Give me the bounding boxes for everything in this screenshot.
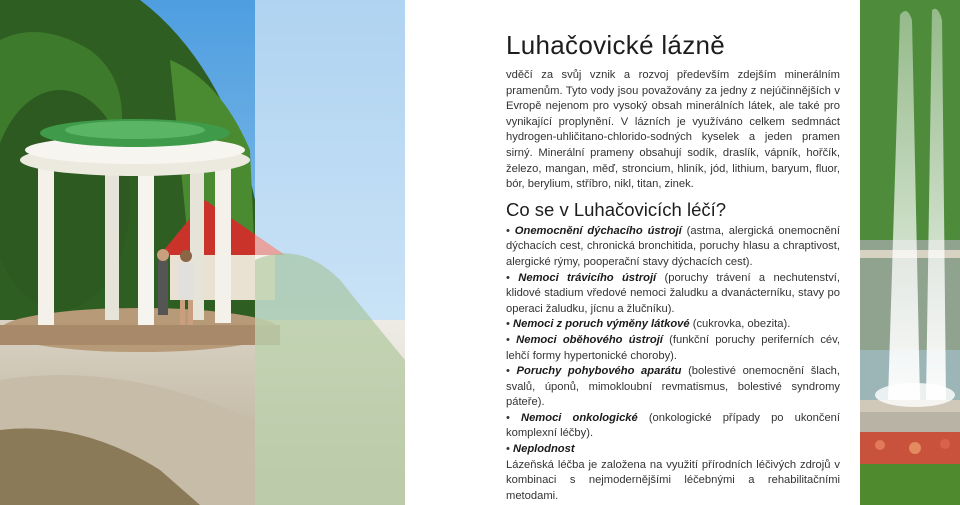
item-title: Nemoci onkologické [521, 411, 638, 424]
item-title: Poruchy pohybového aparátu [516, 365, 682, 378]
item-title: Nemoci oběhového ústrojí [516, 333, 663, 346]
article-content [506, 30, 840, 504]
item-title: Onemocnění dýchacího ústrojí [514, 224, 682, 237]
fountain-photo [860, 0, 960, 505]
bullet: • [506, 224, 510, 237]
item-desc: (funkční poruchy periferních cév, lehčí formy hypertonické choroby). [506, 333, 841, 362]
bullet: • [506, 443, 510, 456]
item-title: Neplodnost [513, 443, 575, 456]
item-title: Nemoci trávicího ústrojí [518, 271, 657, 284]
list-item [506, 333, 840, 364]
list-item [506, 411, 840, 442]
gazebo-photo [0, 0, 405, 505]
list-item [506, 364, 840, 411]
item-desc: (poruchy trávení a nechutenství, klidové stadium vředové nemoci žaludku a dvanácterníku, stavy po operaci žaludku, jícnu a žlučníku). [506, 271, 841, 315]
page-title: Luhačovické lázně [506, 30, 726, 60]
treatment-list [506, 224, 840, 458]
list-item [506, 224, 840, 271]
item-desc: (cukrovka, obezita). [689, 318, 791, 331]
closing-paragraph: Lázeňská léčba je založena na využití přírodních léčivých zdrojů v kombinaci s nejmodernějšími léčebnými a rehabilitačními metodami. [506, 458, 840, 502]
item-desc: (bolestivé onemocnění šlach, svalů, úponů, mimokloubní revmatismus, bolestivé syndromy páteře). [506, 365, 840, 409]
list-item [506, 271, 840, 318]
bullet: • [506, 411, 510, 424]
list-item [506, 442, 840, 458]
bullet: • [506, 365, 510, 378]
item-desc: (onkologické případy po ukončení komplexní léčby). [506, 411, 841, 440]
section-heading: Co se v Luhačovicích léčí? [506, 198, 727, 220]
intro-paragraph: vděčí za svůj vznik a rozvoj především zdejším minerálním pramenům. Tyto vody jsou považovány za jedny z nejúčinnějších v Evropě nejenom pro vysoký obsah minerálních látek, ale také pro vynikající proplynění. V lázních je využíváno celkem sedmnáct hydrogen-uhličitano-chlorido-sodných kyselek a jeden pramen sirný. Minerální prameny obsahují sodík, draslík, vápník, hořčík, železo, mangan, měď, stroncium, hliník, jód, lithium, baryum, fluor, bór, berylium, stříbro, nikl, titan, zinek. [506, 69, 840, 191]
item-desc: (astma, alergická onemocnění dýchacích cest, chronická bronchitida, poruchy hlasu a chraptivost, alergické rýmy, pooperační stavy dýchacích cest). [506, 224, 840, 268]
bullet: • [506, 271, 510, 284]
list-item [506, 317, 840, 333]
bullet: • [506, 318, 510, 331]
bullet: • [506, 333, 510, 346]
item-title: Nemoci z poruch výměny látkové [513, 318, 690, 331]
